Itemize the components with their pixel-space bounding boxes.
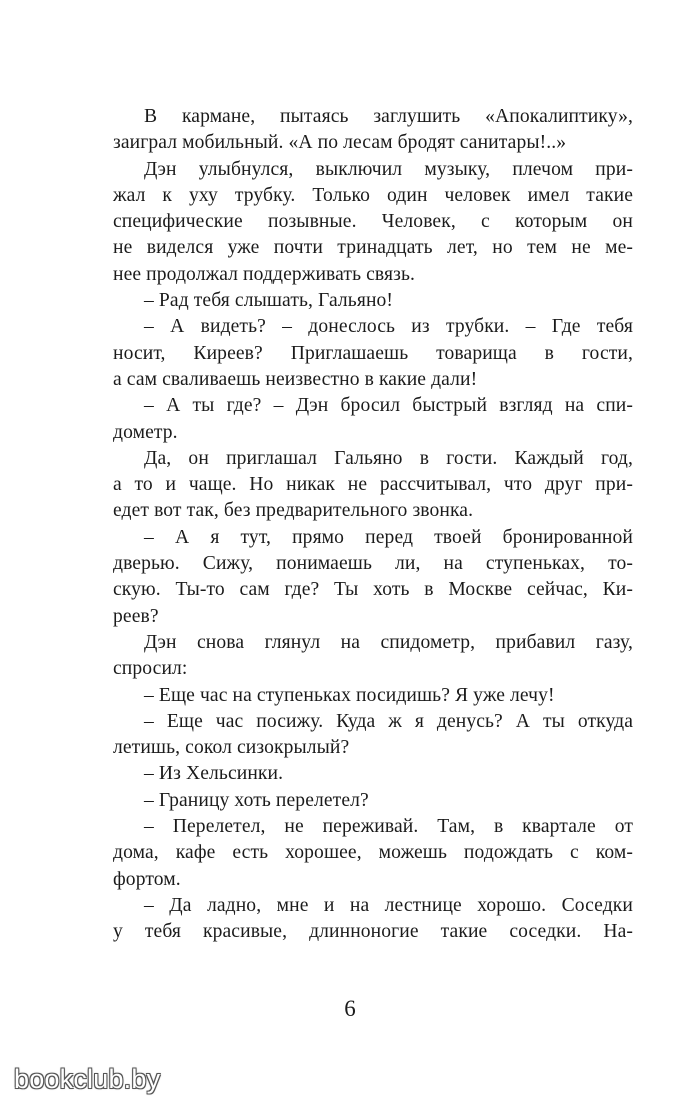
text-line: у тебя красивые, длинноногие такие соседки. На- (113, 921, 633, 943)
text-line: – Рад тебя слышать, Гальяно! (144, 290, 394, 312)
text-line: Дэн снова глянул на спидометр, прибавил газу, (144, 631, 633, 653)
text-line: – Еще час на ступеньках посидишь? Я уже лечу! (144, 684, 555, 706)
text-line: – Перелетел, не переживай. Там, в квартале от (144, 816, 633, 838)
text-line: дометр. (113, 421, 178, 443)
text-line: дома, кафе есть хорошее, можешь подождать с ком- (113, 842, 633, 864)
text-line: – А видеть? – донеслось из трубки. – Где тебя (144, 316, 633, 338)
text-line: жал к уху трубку. Только один человек имел такие (113, 184, 633, 206)
text-line: носит, Киреев? Приглашаешь товарища в гости, (113, 342, 633, 364)
text-line: – Еще час посижу. Куда ж я денусь? А ты откуда (144, 710, 633, 732)
text-line: заиграл мобильный. «А по лесам бродят санитары!..» (113, 132, 567, 154)
text-line: реев? (113, 605, 159, 627)
text-line: едет вот так, без предварительного звонка. (113, 500, 474, 522)
text-line: специфические позывные. Человек, с которым он (113, 211, 633, 233)
text-line: спросил: (113, 658, 188, 680)
text-line: а сам сваливаешь неизвестно в какие дали! (113, 368, 478, 390)
text-line: – А ты где? – Дэн бросил быстрый взгляд на спи- (144, 395, 633, 417)
text-line: летишь, сокол сизокрылый? (113, 737, 350, 759)
watermark: bookclub.by (14, 1064, 161, 1094)
page-number: 6 (344, 996, 356, 1021)
text-line: нее продолжал поддерживать связь. (113, 263, 415, 285)
text-line: а то и чаще. Но никак не рассчитывал, что друг при- (113, 474, 633, 496)
text-line: скую. Ты-то сам где? Ты хоть в Москве сейчас, Ки- (113, 579, 633, 601)
text-line: Да, он приглашал Гальяно в гости. Каждый год, (144, 447, 633, 469)
text-line: В кармане, пытаясь заглушить «Апокалиптику», (144, 106, 633, 127)
body-text (113, 104, 633, 946)
text-line: фортом. (113, 868, 181, 890)
text-line: – Из Хельсинки. (144, 763, 284, 785)
text-line: – А я тут, прямо перед твоей бронированной (144, 526, 633, 548)
text-line: Дэн улыбнулся, выключил музыку, плечом при- (144, 158, 633, 180)
text-line: – Да ладно, мне и на лестнице хорошо. Соседки (144, 894, 633, 916)
text-line: не виделся уже почти тринадцать лет, но тем не ме- (113, 237, 633, 259)
text-line: – Границу хоть перелетел? (144, 789, 369, 811)
text-line: дверью. Сижу, понимаешь ли, на ступеньках, то- (113, 553, 633, 575)
